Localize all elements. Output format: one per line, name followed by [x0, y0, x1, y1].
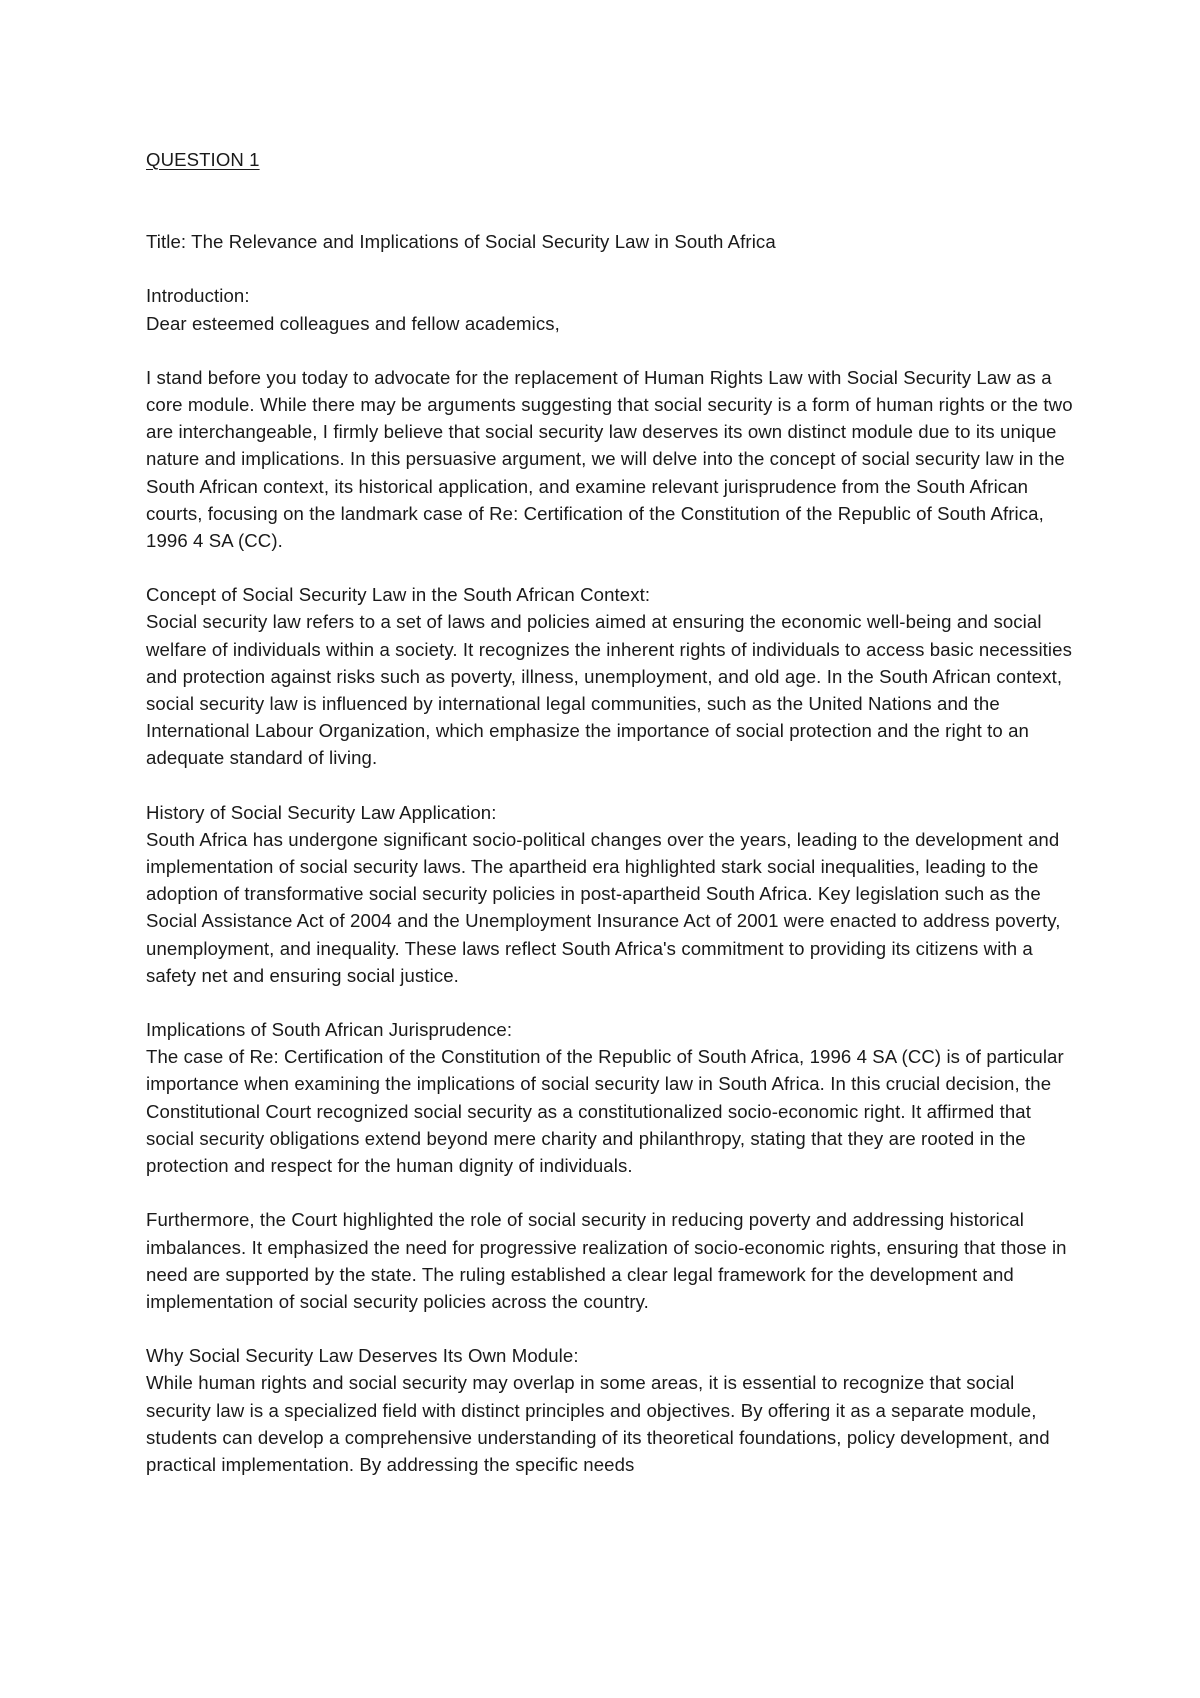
- introduction-section: [146, 282, 1076, 554]
- introduction-paragraph: I stand before you today to advocate for the replacement of Human Rights Law with Social Security Law as a core module. While there may be arguments suggesting that social security is a form of human rights or the two are interchangeable, I firmly believe that social security law deserves its own distinct module due to its unique nature and implications. In this persuasive argument, we will delve into the concept of social security law in the South African context, its historical application, and examine relevant jurisprudence from the South African courts, focusing on the landmark case of Re: Certification of the Constitution of the Republic of South Africa, 1996 4 SA (CC).: [146, 366, 1073, 552]
- document-title: Title: The Relevance and Implications of Social Security Law in South Africa: [146, 231, 776, 253]
- introduction-heading: Introduction:: [146, 285, 250, 307]
- document-body: [146, 146, 1076, 1478]
- module-heading: Why Social Security Law Deserves Its Own Module:: [146, 1345, 579, 1367]
- implications-section: [146, 1016, 1076, 1315]
- implications-paragraph-1: The case of Re: Certification of the Constitution of the Republic of South Africa, 1996 4 SA (CC) is of particular importance when examining the implications of social security law in South Africa. In this crucial decision, the Constitutional Court recognized social security as a constitutionalized socio-economic right. It affirmed that social security obligations extend beyond mere charity and philanthropy, stating that they are rooted in the protection and respect for the human dignity of individuals.: [146, 1046, 1064, 1177]
- history-section: [146, 799, 1076, 989]
- history-paragraph: South Africa has undergone significant socio-political changes over the years, leading to the development and implementation of social security laws. The apartheid era highlighted stark social inequalities, leading to the adoption of transformative social security policies in post-apartheid South Africa. Key legislation such as the Social Assistance Act of 2004 and the Unemployment Insurance Act of 2001 were enacted to address poverty, unemployment, and inequality. These laws reflect South Africa's commitment to providing its citizens with a safety net and ensuring social justice.: [146, 828, 1061, 986]
- implications-paragraph-2: Furthermore, the Court highlighted the role of social security in reducing poverty and addressing historical imbalances. It emphasized the need for progressive realization of socio-economic rights, ensuring that those in need are supported by the state. The ruling established a clear legal framework for the development and implementation of social security policies across the country.: [146, 1209, 1067, 1312]
- question-label: QUESTION 1: [146, 149, 260, 170]
- implications-heading: Implications of South African Jurisprudence:: [146, 1019, 513, 1041]
- concept-section: [146, 581, 1076, 771]
- module-section: [146, 1342, 1076, 1478]
- concept-paragraph: Social security law refers to a set of laws and policies aimed at ensuring the economic well-being and social welfare of individuals within a society. It recognizes the inherent rights of individuals to access basic necessities and protection against risks such as poverty, illness, unemployment, and old age. In the South African context, social security law is influenced by international legal communities, such as the United Nations and the International Labour Organization, which emphasize the importance of social protection and the right to an adequate standard of living.: [146, 611, 1073, 769]
- concept-heading: Concept of Social Security Law in the South African Context:: [146, 584, 651, 606]
- module-paragraph: While human rights and social security may overlap in some areas, it is essential to recognize that social security law is a specialized field with distinct principles and objectives. By offering it as a separate module, students can develop a comprehensive understanding of its theoretical foundations, policy development, and practical implementation. By addressing the specific needs: [146, 1372, 1050, 1475]
- salutation: Dear esteemed colleagues and fellow academics,: [146, 312, 560, 334]
- history-heading: History of Social Security Law Application:: [146, 801, 497, 823]
